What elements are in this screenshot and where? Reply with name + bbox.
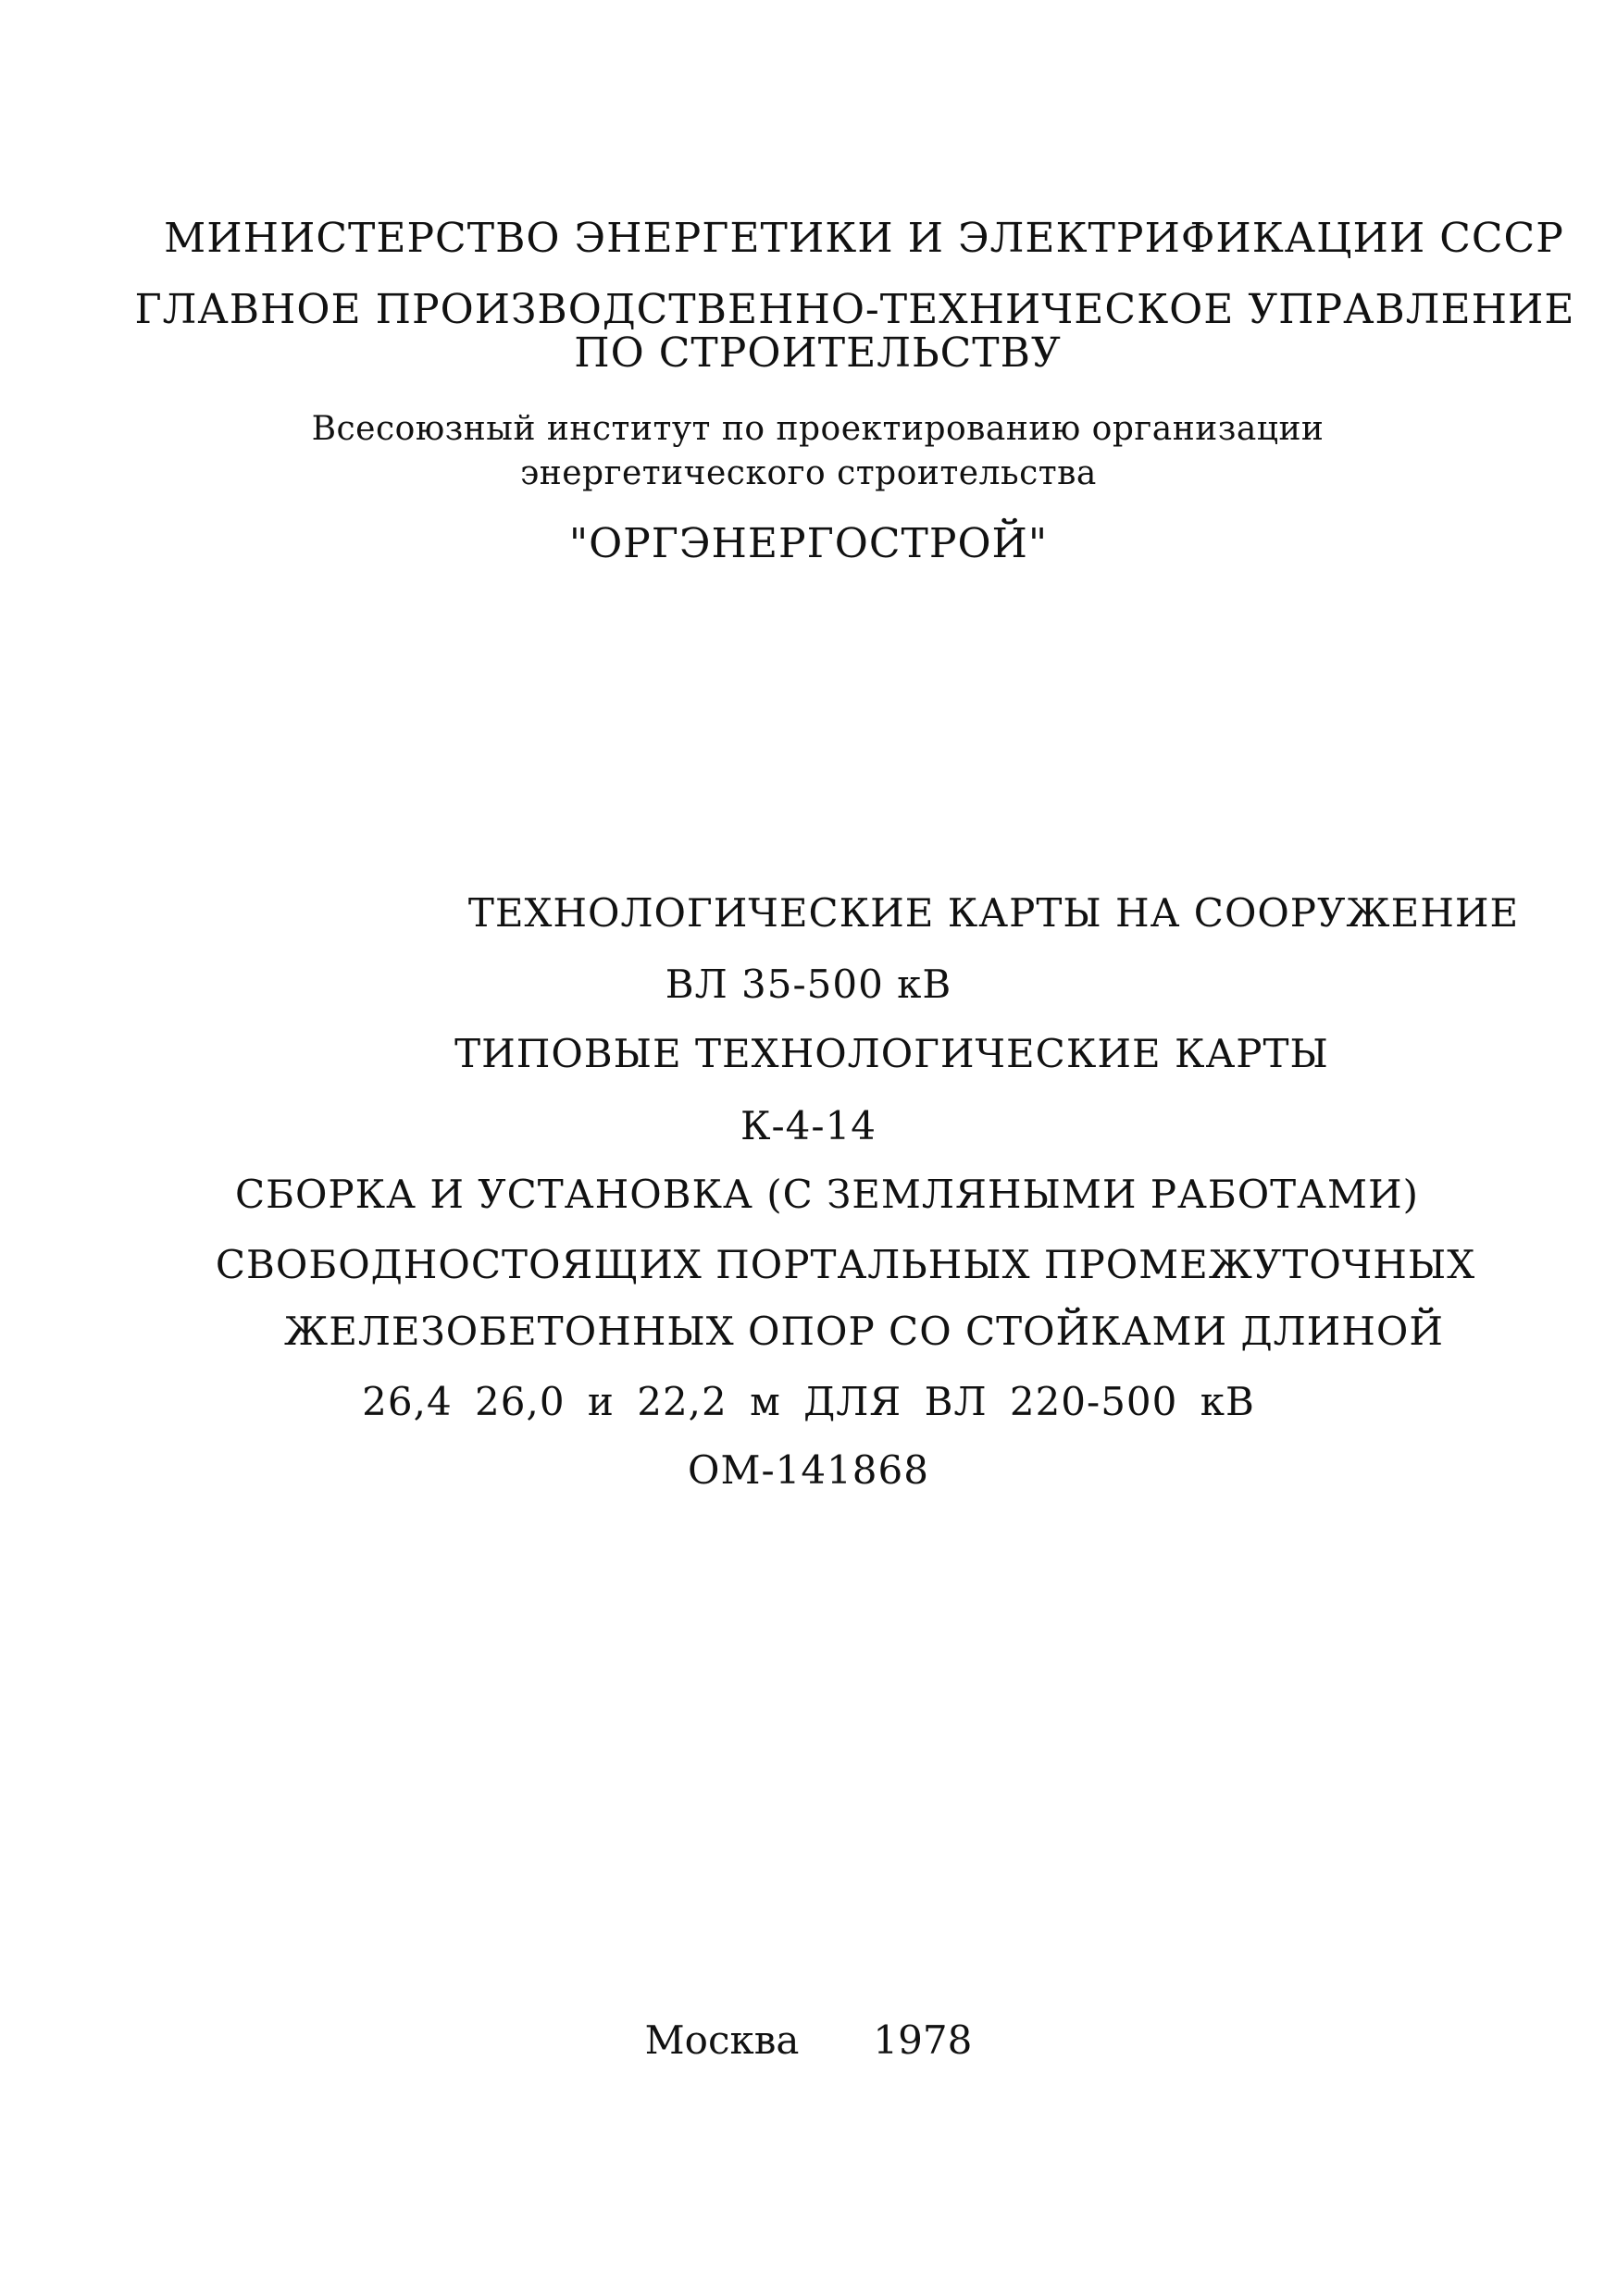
- institute-name-line2: энергетического строительства: [520, 454, 1097, 492]
- title-line-8: 26,4 26,0 и 22,2 м ДЛЯ ВЛ 220-500 кВ: [362, 1379, 1255, 1424]
- publication-city: Москва: [644, 2017, 800, 2063]
- ministry-name: МИНИСТЕРСТВО ЭНЕРГЕТИКИ И ЭЛЕКТРИФИКАЦИИ СССР: [164, 215, 1564, 262]
- title-line-3: ТИПОВЫЕ ТЕХНОЛОГИЧЕСКИЕ КАРТЫ: [454, 1031, 1329, 1076]
- title-line-2: ВЛ 35-500 кВ: [665, 962, 952, 1007]
- document-number: ОМ-141868: [688, 1447, 929, 1493]
- publication-year: 1978: [873, 2017, 973, 2063]
- title-line-1: ТЕХНОЛОГИЧЕСКИЕ КАРТЫ НА СООРУЖЕНИЕ: [467, 890, 1520, 936]
- institute-name-line1: Всесоюзный институт по проектированию организации: [311, 410, 1325, 448]
- organization-name: "ОРГЭНЕРГОСТРОЙ": [568, 520, 1049, 567]
- department-name-line2: ПО СТРОИТЕЛЬСТВУ: [574, 329, 1062, 377]
- title-line-6: СВОБОДНОСТОЯЩИХ ПОРТАЛЬНЫХ ПРОМЕЖУТОЧНЫХ: [215, 1242, 1476, 1287]
- title-line-7: ЖЕЛЕЗОБЕТОННЫХ ОПОР СО СТОЙКАМИ ДЛИНОЙ: [284, 1309, 1444, 1354]
- publication-place-year: [0, 2017, 1617, 2063]
- title-line-5: СБОРКА И УСТАНОВКА (С ЗЕМЛЯНЫМИ РАБОТАМИ): [234, 1172, 1420, 1217]
- map-code: К-4-14: [740, 1103, 877, 1148]
- department-name-line1: ГЛАВНОЕ ПРОИЗВОДСТВЕННО-ТЕХНИЧЕСКОЕ УПРАВЛЕНИЕ: [134, 286, 1575, 333]
